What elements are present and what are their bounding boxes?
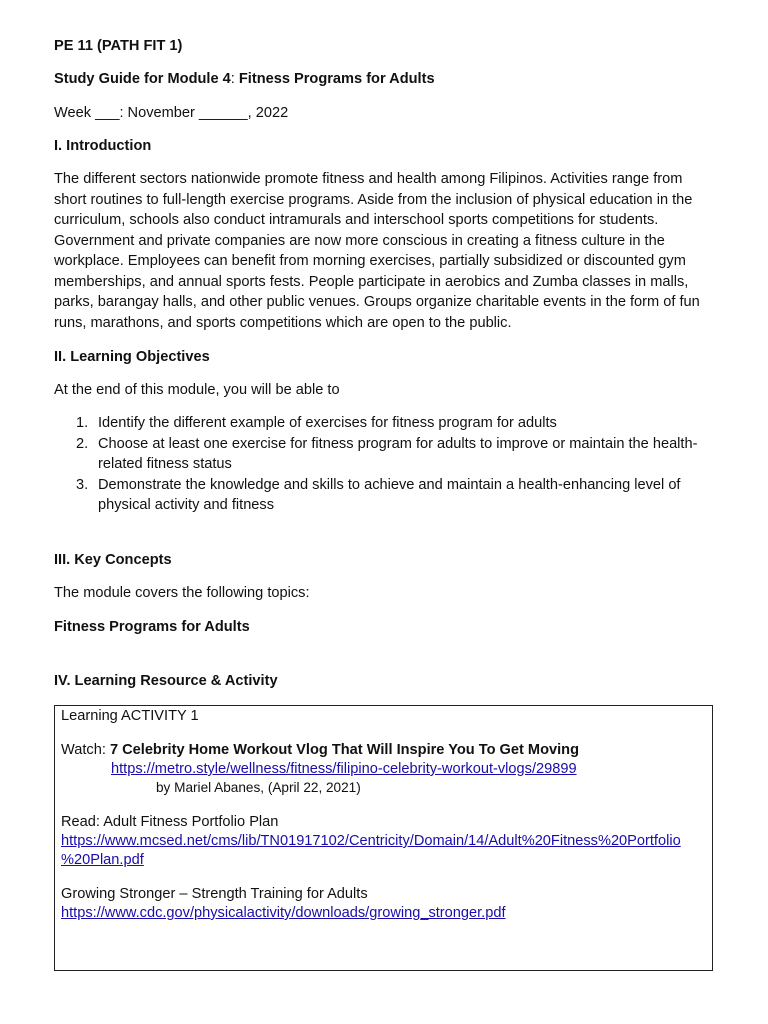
introduction-text: The different sectors nationwide promote fitness and health among Filipinos. Activities range from short routines to full-length exercise programs. Aside from the inclusion of physical education in the curriculum, schools also conduct intramurals and interschool sports competitions for students. Government and private companies are now more conscious in creating a fitness culture in the workplace. Employees can benefit from morning exercises, partially subsidized or discounted gym memberships, and annual sports fests. People participate in aerobics and Zumba classes in malls, parks, barangay halls, and other public venues. Groups organize charitable events in the form of fun runs, marathons, and sports competitions which are open to the public. [54, 171, 700, 331]
read-url-link[interactable]: https://www.mcsed.net/cms/lib/TN01917102/Centricity/Domain/14/Adult%20Fitness%20Portfolio [61, 833, 681, 849]
resources-heading: IV. Learning Resource & Activity [54, 673, 278, 689]
watch-line [61, 740, 579, 761]
objective-number: 2. [76, 435, 89, 452]
study-guide-title [54, 69, 435, 90]
objectives-list [54, 413, 718, 516]
read-url-link-continued[interactable]: %20Plan.pdf [61, 852, 144, 868]
week-line: Week ___: November ______, 2022 [54, 105, 289, 121]
objective-text: Demonstrate the knowledge and skills to achieve and maintain a health-enhancing level of physical activity and fitness [98, 476, 681, 513]
read-label: Read: Adult Fitness Portfolio Plan [61, 814, 279, 830]
key-concepts-heading: III. Key Concepts [54, 552, 172, 568]
learning-activity-box [54, 705, 713, 971]
growing-link-row [61, 903, 506, 924]
objective-number: 1. [76, 415, 89, 431]
growing-stronger-label: Growing Stronger – Strength Training for Adults [61, 886, 368, 902]
watch-byline: by Mariel Abanes, (April 22, 2021) [156, 780, 361, 795]
growing-url-link[interactable]: https://www.cdc.gov/physicalactivity/downloads/growing_stronger.pdf [61, 905, 506, 921]
watch-label: Watch: [61, 742, 110, 758]
objective-item [54, 434, 718, 475]
study-guide-topic: Fitness Programs for Adults [234, 71, 435, 87]
study-guide-colon: : [230, 71, 235, 87]
objective-item [54, 475, 718, 516]
introduction-heading: I. Introduction [54, 138, 152, 154]
objective-item [54, 413, 718, 434]
objective-text: Identify the different example of exercises for fitness program for adults [98, 415, 557, 431]
study-guide-prefix: Study Guide for Module 4 [54, 71, 231, 87]
course-title: PE 11 (PATH FIT 1) [54, 38, 183, 54]
key-concepts-lead: The module covers the following topics: [54, 585, 310, 601]
objective-number: 3. [76, 476, 89, 493]
objective-text: Choose at least one exercise for fitness program for adults to improve or maintain the health-related fitness status [98, 435, 698, 472]
key-concepts-topic: Fitness Programs for Adults [54, 619, 250, 635]
objectives-lead: At the end of this module, you will be able to [54, 382, 340, 398]
objectives-heading: II. Learning Objectives [54, 349, 210, 365]
watch-url-link[interactable]: https://metro.style/wellness/fitness/filipino-celebrity-workout-vlogs/29899 [111, 761, 577, 777]
watch-title: 7 Celebrity Home Workout Vlog That Will Inspire You To Get Moving [109, 742, 580, 758]
watch-link-row [111, 759, 577, 780]
read-link-row [61, 831, 681, 852]
activity-title: Learning ACTIVITY 1 [61, 708, 199, 724]
read-link-row-2 [61, 850, 144, 871]
